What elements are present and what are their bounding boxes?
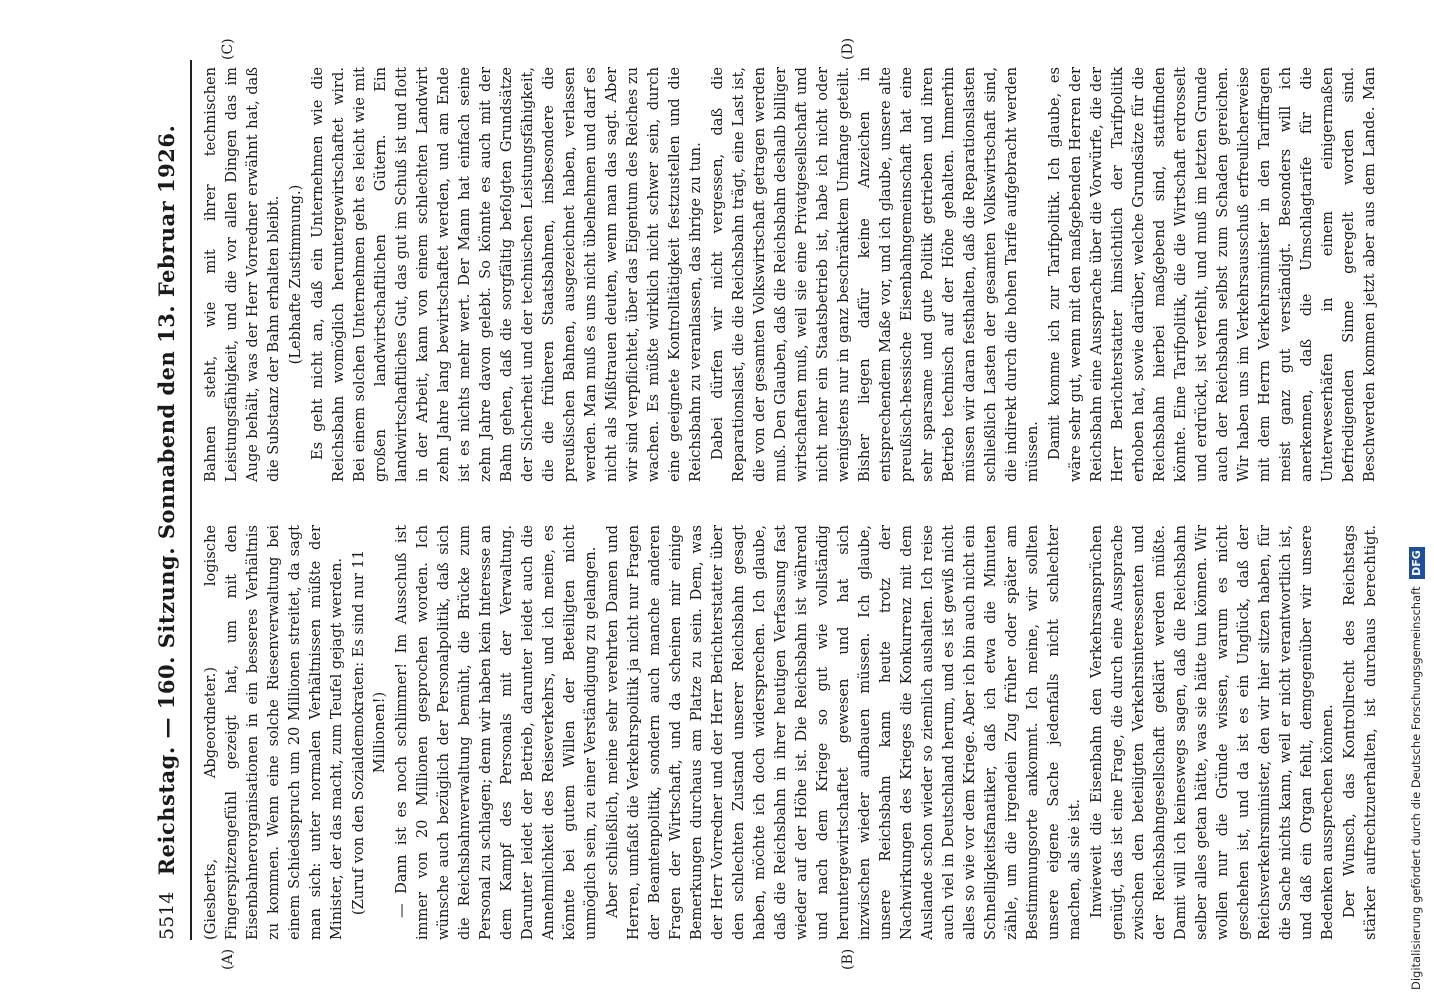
paragraph: (Giesberts, Abgeordneter.) logische Fingerspitzengefühl gezeigt hat, um mit den Eisenbahnerorganisationen in ein besseres Verhältnis zu kommen. Wenn eine solche Riesenverwaltung bei einem Schiedsspruch um 20 Millionen streitet, da sagt man sich: unter normalen Verhältnissen müßte der Minister, der das macht, zum Teufel gejagt werden. (202, 525, 345, 940)
page-title: Reichstag. — 160. Sitzung. Sonnabend den 13. Februar 1926. (154, 124, 179, 876)
paragraph: Aber schließlich, meine sehr verehrten Damen und Herren, umfaßt die Verkehrspolitik ja nicht nur Fragen der Beamtenpolitik, sondern auch manche anderen Fragen der Wirtschaft, und da scheinen mir einige Bemerkungen durchaus am Platze zu sein. Dem, was der Herr Vorredner und der Herr Berichterstatter über den schlechten Zustand unserer Reichsbahn gesagt haben, möchte ich doch widersprechen. Ich glaube, daß die Reichsbahn in ihrer heutigen Verfassung fast wieder auf der Höhe ist. Die Reichsbahn ist während und nach dem Kriege so gut wie vollständig heruntergewirtschaftet gewesen und hat sich inzwischen wieder aufbauen müssen. Ich glaube, unsere Reichsbahn kann heute trotz der Nachwirkungen des Krieges die Konkurrenz mit dem Auslande schon wieder so ziemlich aushalten. Ich reise auch viel in Deutschland herum, und es ist gewiß nicht alles so wie vor dem Kriege. Aber ich bin auch nicht ein Schnelligkeitsfanatiker, daß ich etwa die Minuten zähle, um die irgendein Zug früher oder später am Bestimmungsorte ankommt. Ich meine, wir sollten unsere eigene Sache jedenfalls nicht schlechter machen, als sie ist. (604, 525, 1083, 940)
right-text-column (200, 67, 1380, 482)
credit-line (1404, 0, 1428, 990)
margin-marker-a: (A) (220, 948, 236, 970)
paragraph: Inwieweit die Eisenbahn den Verkehrsansprüchen genügt, das ist eine Frage, die durch eine Aussprache zwischen den beteiligten Verkehrsinteressenten und der Reichsbahngesellschaft geklärt werden müßte. Damit will ich keineswegs sagen, daß die Reichsbahn selber alles getan hätte, was sie hätte tun können. Wir wollen nur die Gründe wissen, warum es nicht geschehen ist, und da ist es ein Unglück, daß der Reichsverkehrsminister, den wir hier sitzen haben, für die Sache nichts kann, weil er nicht verantwortlich ist, und daß ein Organ fehlt, demgegenüber wir unsere Bedenken aussprechen können. (1088, 525, 1336, 940)
paragraph: Dabei dürfen wir nicht vergessen, daß die Reparationslast, die die Reichsbahn trägt, eine Last ist, die von der gesamten Volkswirtschaft getragen werden muß. Den Glauben, daß die Reichsbahn deshalb billiger wirtschaften muß, weil sie eine Privatgesellschaft und nicht mehr ein Staatsbetrieb ist, habe ich nicht oder wenigstens nur in ganz beschränktem Umfange geteilt. Bisher liegen dafür keine Anzeichen in entsprechendem Maße vor, und ich glaube, unsere alte preußisch-hessische Eisenbahngemeinschaft hat eine sehr sparsame und gute Politik getrieben und ihren Betrieb technisch auf der Höhe gehalten. Immerhin müssen wir daran festhalten, daß die Reparationslasten schließlich Lasten der gesamten Volkswirtschaft sind, die indirekt durch die hohen Tarife aufgebracht werden müssen. (709, 67, 1041, 482)
left-text-column (200, 525, 1380, 940)
margin-marker-b: (B) (840, 948, 856, 970)
paragraph: Der Wunsch, das Kontrollrecht des Reichstags stärker aufrechtzuerhalten, ist durchaus berechtigt. (1341, 525, 1379, 940)
paragraph: Damit komme ich zur Tarifpolitik. Ich glaube, es wäre sehr gut, wenn mit den maßgebenden Herren der Reichsbahn eine Aussprache über die Vorwürfe, die der Herr Berichterstatter hinsichtlich der Tarifpolitik erhoben hat, sowie darüber, welche Grundsätze für die Reichsbahn hierbei maßgebend sind, stattfinden könnte. Eine Tarifpolitik, die die Wirtschaft erdrosselt und erdrückt, ist verfehlt, und muß im letzten Grunde auch der Reichsbahn selbst zum Schaden gereichen. Wir haben uns im Verkehrsausschuß erfreulicherweise mit dem Herrn Verkehrsminister in den Tariffragen meist ganz gut verständigt. Besonders will ich anerkennen, daß die Umschlagtarife für die Unterweserhäfen in einem einigermaßen befriedigenden Sinne geregelt worden sind. Beschwerden kommen jetzt aber aus dem Lande. Man (1046, 67, 1378, 482)
credit-text: Digitalisierung gefördert durch die Deutsche Forschungsgemeinschaft (1409, 586, 1423, 990)
margin-marker-d: (D) (840, 37, 856, 60)
paragraph: — Dann ist es noch schlimmer! Im Ausschuß ist immer von 20 Millionen gesprochen worden. Ich wünsche auch bezüglich der Personalpolitik, daß sich die Reichsbahnverwaltung bemüht, die Brücke zum Personal zu schlagen; denn wir haben kein Interesse an dem Kampf des Personals mit der Verwaltung. Darunter leidet der Betrieb, darunter leidet auch die Annehmlichkeit des Reiseverkehrs, und ich meine, es könnte bei gutem Willen der Beteiligten nicht unmöglich sein, zu einer Verständigung zu gelangen. (393, 525, 599, 940)
rotated-document-page (150, 37, 1390, 970)
paragraph: (Lebhafte Zustimmung.) (287, 184, 304, 365)
dfg-logo: DFG (1409, 547, 1425, 579)
margin-marker-c: (C) (220, 38, 236, 60)
page-number: 5514 (156, 891, 178, 940)
paragraph: (Zuruf von den Sozialdemokraten: Es sind nur 11 Millionen!) (350, 549, 388, 916)
page-header (150, 60, 192, 940)
paragraph: Es geht nicht an, daß ein Unternehmen wie die Reichsbahn womöglich heruntergewirtschaftet wird. Bei einem solchen Unternehmen geht es leicht wie mit großen landwirtschaftlichen Gütern. Ein landwirtschaftliches Gut, das gut im Schuß ist und flott in der Arbeit, kann von einem schlechten Landwirt zehn Jahre lang bewirtschaftet werden, und am Ende ist es nichts mehr wert. Der Mann hat einfach seine zehn Jahre davon gelebt. So könnte es auch mit der Bahn gehen, daß die sorgfältig befolgten Grundsätze der Sicherheit und der technischen Leistungsfähigkeit, die die früheren Staatsbahnen, insbesondere die preußischen Bahnen, ausgezeichnet haben, verlassen werden. Man muß es uns nicht übelnehmen und darf es nicht als Mißtrauen deuten, wenn man das sagt. Aber wir sind verpflichtet, über das Eigentum des Reiches zu wachen. Es müßte wirklich nicht schwer sein, durch eine geeignete Kontrolltätigkeit festzustellen und die Reichsbahn zu veranlassen, das ihrige zu tun. (309, 67, 704, 482)
paragraph: Bahnen steht, wie mit ihrer technischen Leistungsfähigkeit, und die vor allen Dingen das im Auge behält, was der Herr Vorredner erwähnt hat, daß die Substanz der Bahn erhalten bleibt. (202, 67, 282, 482)
digitization-credit-bar (1400, 0, 1434, 1000)
